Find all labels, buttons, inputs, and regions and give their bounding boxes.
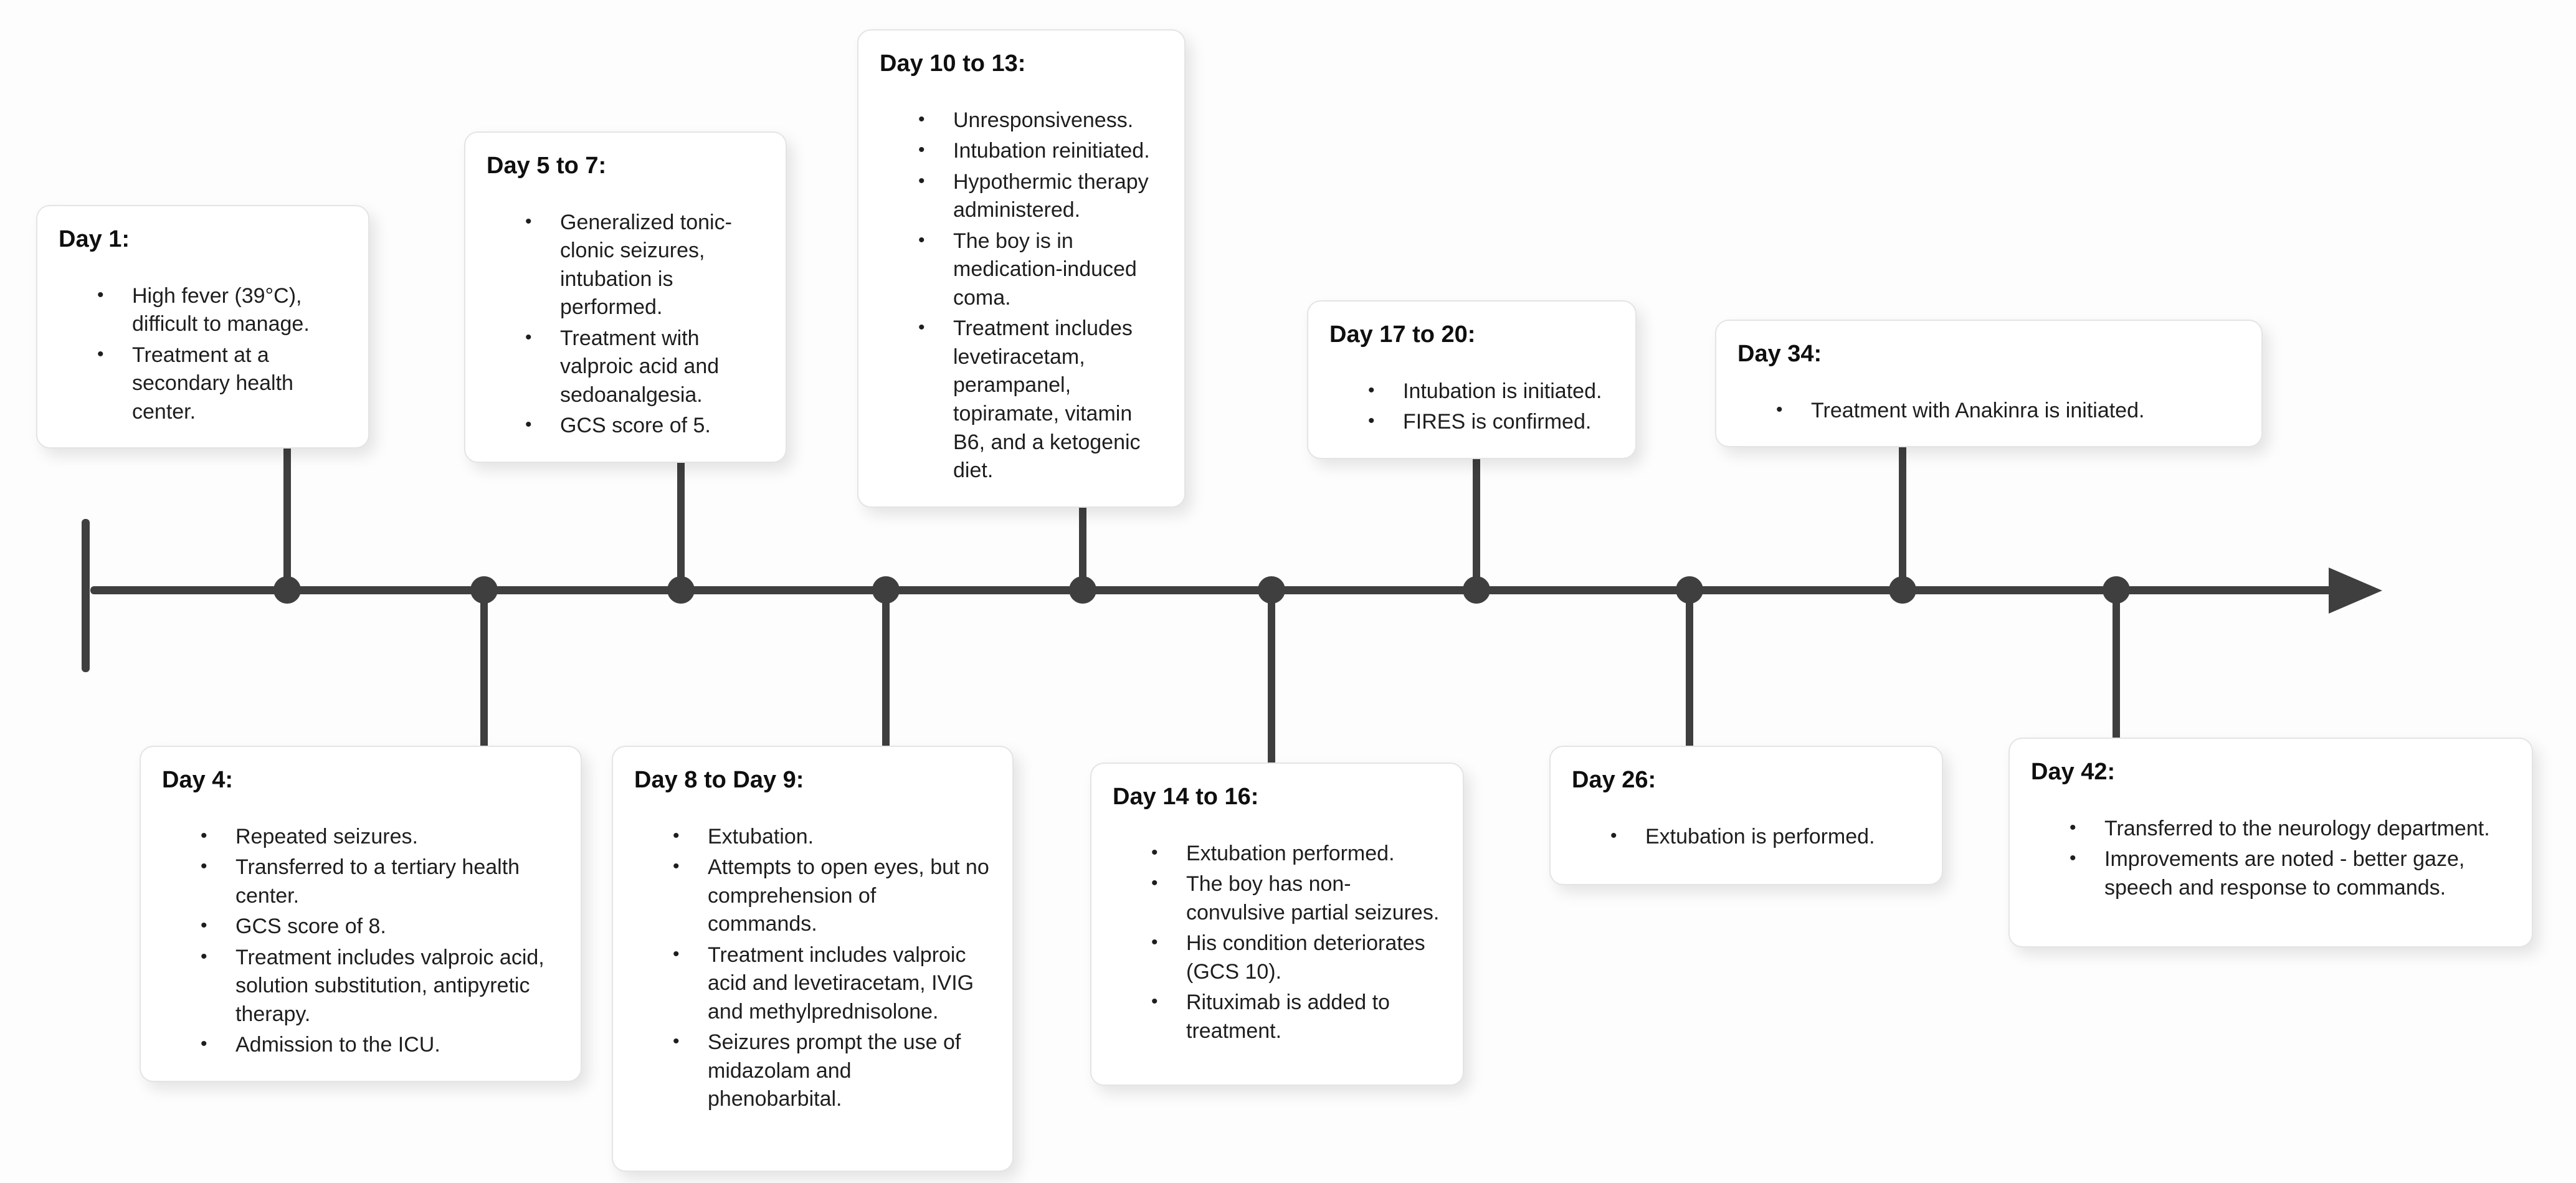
event-card-day-34 [1715,320,2263,447]
event-bullet-list [1113,840,1442,1046]
event-bullet: • Extubation. [634,823,991,852]
event-connector-day-14-to-16 [1268,590,1275,777]
event-bullet: • GCS score of 5. [487,412,764,440]
timeline-axis [90,586,2333,594]
event-title: Day 1: [59,226,130,252]
event-bullet: • GCS score of 8. [162,913,559,941]
event-title: Day 17 to 20: [1329,321,1476,348]
event-bullet: • High fever (39°C), difficult to manage. [59,282,347,339]
event-card-day-5-to-7 [464,131,787,463]
event-bullet: • Unresponsiveness. [880,107,1163,135]
event-bullet: • The boy is in medication-induced coma. [880,227,1163,313]
event-bullet-list [1329,378,1614,437]
event-title: Day 42: [2031,759,2116,785]
event-bullet: • Rituximab is added to treatment. [1113,989,1442,1045]
event-bullet: • The boy has non-convulsive partial seizures. [1113,870,1442,927]
event-card-day-14-to-16 [1090,763,1464,1086]
event-bullet: • Extubation performed. [1113,840,1442,868]
event-bullet-list [1572,823,1921,852]
timeline-dot-day-26 [1676,576,1703,604]
event-title: Day 8 to Day 9: [634,767,804,793]
event-bullet: • Intubation reinitiated. [880,137,1163,166]
event-bullet-list [880,107,1163,485]
event-title: Day 14 to 16: [1113,784,1259,810]
timeline-dot-day-14-to-16 [1258,576,1285,604]
event-bullet-list [1737,397,2240,425]
event-bullet: • Treatment includes levetiracetam, perampanel, topiramate, vitamin B6, and a ketogenic diet. [880,315,1163,485]
event-bullet: • Treatment includes valproic acid, solution substitution, antipyretic therapy. [162,944,559,1029]
event-connector-day-8-to-day-9 [882,590,890,761]
event-card-day-10-to-13 [857,29,1186,508]
event-card-day-8-to-day-9 [612,746,1014,1172]
event-bullet: • Hypothermic therapy administered. [880,168,1163,225]
event-card-day-26 [1549,746,1943,885]
event-bullet-list [162,823,559,1060]
event-bullet: • Treatment includes valproic acid and levetiracetam, IVIG and methylprednisolone. [634,941,991,1027]
event-bullet: • Attempts to open eyes, but no comprehension of commands. [634,853,991,939]
event-bullet: • Improvements are noted - better gaze, speech and response to commands. [2031,845,2511,902]
timeline-dot-day-4 [470,576,498,604]
event-bullet: • Intubation is initiated. [1329,378,1614,406]
event-bullet: • Treatment with valproic acid and sedoanalgesia. [487,325,764,410]
event-card-day-4 [140,746,582,1082]
event-title: Day 26: [1572,767,1656,793]
timeline-start-tick [82,519,90,672]
event-connector-day-1 [283,427,291,590]
event-bullet: • Extubation is performed. [1572,823,1921,852]
timeline-dot-day-42 [2103,576,2130,604]
event-card-day-1 [36,205,369,449]
event-title: Day 4: [162,767,234,793]
event-bullet: • Treatment at a secondary health center. [59,341,347,427]
event-bullet-list [634,823,991,1114]
event-bullet: • Seizures prompt the use of midazolam and phenobarbital. [634,1029,991,1114]
event-bullet: • FIRES is confirmed. [1329,408,1614,437]
event-bullet: • Generalized tonic-clonic seizures, intubation is performed. [487,209,764,322]
timeline-dot-day-34 [1889,576,1916,604]
event-title: Day 34: [1737,341,1822,367]
timeline-dot-day-10-to-13 [1069,576,1096,604]
event-bullet-list [487,209,764,440]
event-connector-day-4 [480,590,488,761]
event-card-day-17-to-20 [1307,300,1637,459]
event-bullet: • His condition deteriorates (GCS 10). [1113,929,1442,986]
event-card-day-42 [2008,738,2533,948]
event-connector-day-34 [1899,423,1906,590]
event-title: Day 5 to 7: [487,153,607,179]
timeline-arrowhead-icon [2329,568,2382,614]
event-title: Day 10 to 13: [880,50,1026,77]
timeline-dot-day-17-to-20 [1463,576,1490,604]
timeline-dot-day-5-to-7 [667,576,695,604]
event-bullet: • Transferred to the neurology department. [2031,815,2511,843]
event-bullet: • Transferred to a tertiary health center. [162,853,559,910]
event-bullet-list [59,282,347,427]
event-connector-day-26 [1686,590,1693,761]
event-bullet-list [2031,815,2511,903]
event-connector-day-42 [2113,590,2120,753]
event-bullet: • Treatment with Anakinra is initiated. [1737,397,2240,425]
timeline-dot-day-8-to-day-9 [872,576,900,604]
event-bullet: • Admission to the ICU. [162,1031,559,1060]
timeline-dot-day-1 [273,576,301,604]
event-bullet: • Repeated seizures. [162,823,559,852]
